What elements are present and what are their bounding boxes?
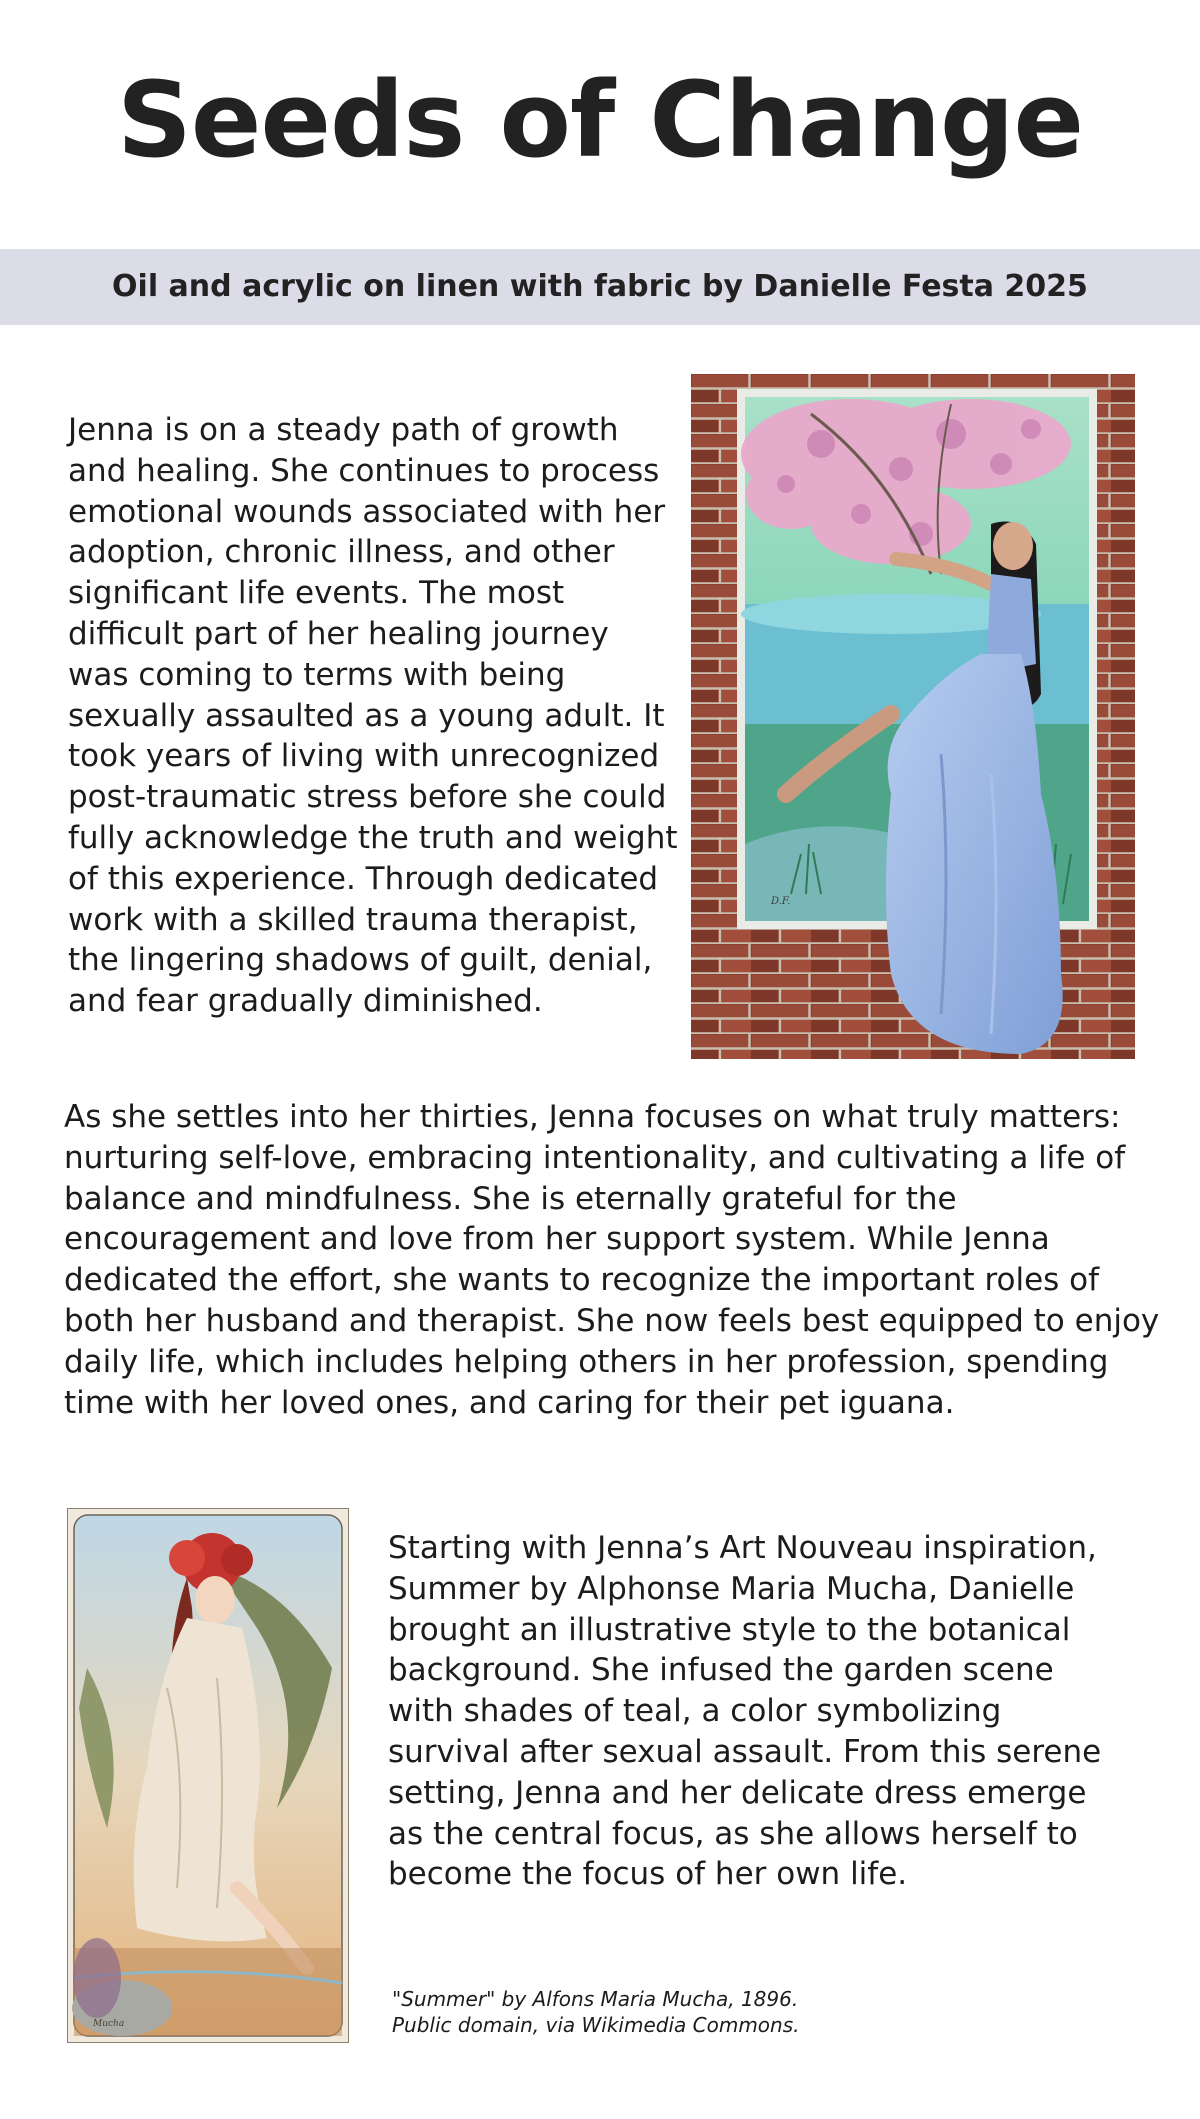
caption-line-license: Public domain, via Wikimedia Commons. bbox=[392, 2013, 800, 2037]
mucha-summer-image bbox=[67, 1508, 349, 2043]
image-caption bbox=[392, 1986, 952, 2038]
svg-text:Mucha: Mucha bbox=[93, 2019, 125, 2029]
artwork-photo-illustration bbox=[691, 374, 1135, 1059]
story-paragraph-inspiration: Starting with Jenna’s Art Nouveau inspiration, Summer by Alphonse Maria Mucha, Danielle brought an illustrative style to the botanical background. She infused the garden scene with shades of teal, a color symbolizing survival after sexual assault. From this serene setting, Jenna and her delicate dress emerge as the central focus, as she allows herself to become the focus of her own life. bbox=[388, 1530, 1102, 1893]
artwork-medium-credit: Oil and acrylic on linen with fabric by Danielle Festa 2025 bbox=[112, 269, 1088, 304]
story-paragraph-thirties: As she settles into her thirties, Jenna focuses on what truly matters: nurturing self-love, embracing intentionality, and cultivating a life of balance and mindfulness. She is eternally grateful for the encouragement and love from her support system. While Jenna dedicated the effort, she wants to recognize the important roles of both her husband and therapist. She now feels best equipped to enjoy daily life, which includes helping others in her profession, spending time with her loved ones, and caring for their pet iguana. bbox=[64, 1099, 1160, 1421]
page-title: Seeds of Change bbox=[117, 59, 1083, 181]
subtitle-banner bbox=[0, 249, 1200, 325]
artwork-photo bbox=[691, 374, 1135, 1059]
svg-text:D.F.: D.F. bbox=[771, 896, 791, 907]
story-paragraph-healing: Jenna is on a steady path of growth and healing. She continues to process emotional wounds associated with her adoption, chronic illness, and other significant life events. The most difficult part of her healing journey was coming to terms with being sexually assaulted as a young adult. It took years of living with unrecognized post-traumatic stress before she could fully acknowledge the truth and weight of this experience. Through dedicated work with a skilled trauma therapist, the lingering shadows of guilt, denial, and fear gradually diminished. bbox=[68, 412, 678, 1020]
caption-line-title: "Summer" by Alfons Maria Mucha, 1896. bbox=[392, 1987, 799, 2011]
mucha-summer-illustration bbox=[67, 1508, 349, 2043]
